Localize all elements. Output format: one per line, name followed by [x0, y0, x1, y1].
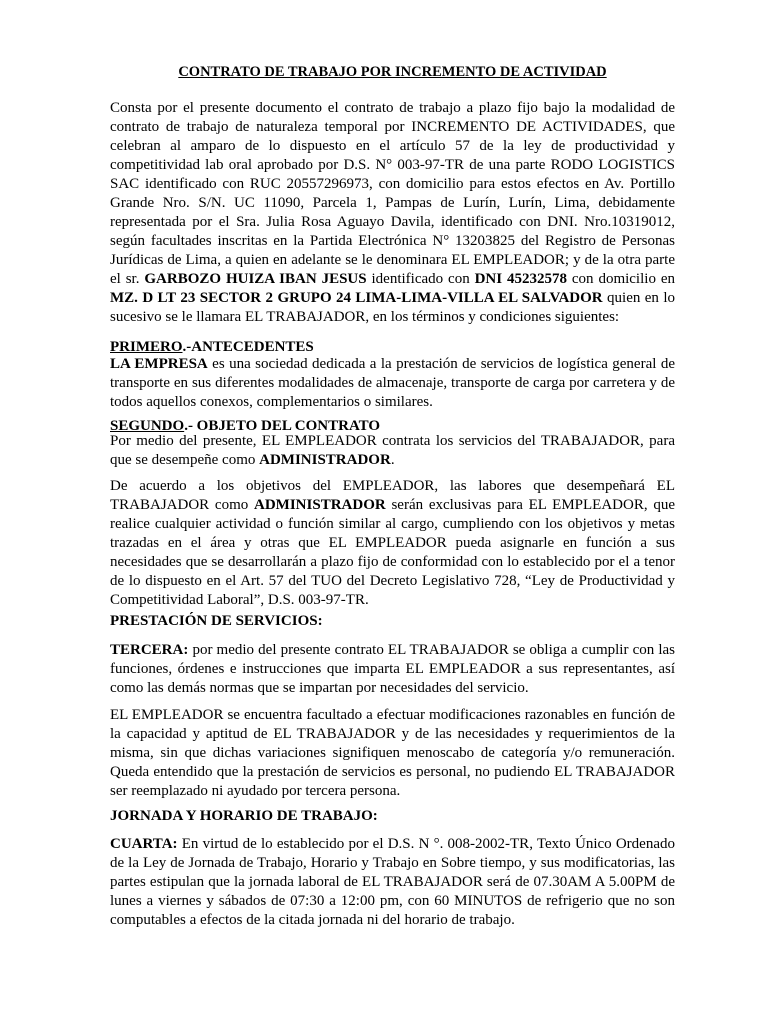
heading-rest: .-ANTECEDENTES: [182, 339, 314, 355]
cuarta-paragraph: [110, 835, 675, 930]
tercera-paragraph: [110, 641, 675, 698]
clause-lead: CUARTA:: [110, 836, 178, 852]
prestacion-paragraph-2: [110, 706, 675, 801]
heading-label: PRESTACIÓN DE SERVICIOS:: [110, 613, 323, 629]
segundo-text: serán exclusivas para EL EMPLEADOR, que realice cualquier actividad o función similar al cargo, cumpliendo con los objetivos y metas trazadas en el área y otras que EL EMPLEADOR pueda asignarle en función a sus necesidades que se desarrollarán a plazo fijo de conformidad con lo establecido por el a tenor de lo dispuesto en el Art. 57 del TUO del Decreto Legislativo 728, “Ley de Productividad y Competitividad Laboral”, D.S. 003-97-TR.: [110, 497, 675, 608]
worker-address: MZ. D LT 23 SECTOR 2 GRUPO 24 LIMA-LIMA-VILLA EL SALVADOR: [110, 290, 603, 306]
role-name: ADMINISTRADOR: [254, 497, 386, 513]
section-heading-jornada: [110, 807, 675, 826]
intro-text: identificado con: [366, 271, 475, 287]
section-heading-prestacion: [110, 612, 675, 631]
heading-label: JORNADA Y HORARIO DE TRABAJO:: [110, 808, 378, 824]
heading-rest: .- OBJETO DEL CONTRATO: [184, 418, 381, 434]
intro-paragraph: [110, 99, 675, 327]
role-name: ADMINISTRADOR: [259, 452, 391, 468]
intro-text: quien en lo sucesivo se le llamara EL TRABAJADOR, en los términos y condiciones siguientes:: [110, 290, 675, 325]
document-title: CONTRATO DE TRABAJO POR INCREMENTO DE ACTIVIDAD: [178, 64, 607, 80]
prestacion-text: EL EMPLEADOR se encuentra facultado a efectuar modificaciones razonables en función de la capacidad y aptitud de EL TRABAJADOR y de las necesidades y requerimientos de la misma, sin que dichas variaciones signifiquen menoscabo de categoría y/o remuneración. Queda entendido que la prestación de servicios es personal, no pudiendo EL TRABAJADOR ser reemplazado ni ayudado por tercera persona.: [110, 707, 675, 799]
primero-text: es una sociedad dedicada a la prestación de servicios de logística general de transporte en sus diferentes modalidades de almacenaje, transporte de carga por carretera y de todos aquellos conexos, complementarios o similares.: [110, 356, 675, 410]
intro-text: Consta por el presente documento el contrato de trabajo a plazo fijo bajo la modalidad de contrato de trabajo de naturaleza temporal por INCREMENTO DE ACTIVIDADES, que celebran al amparo de lo dispuesto en el artículo 57 de la ley de productividad y competitividad lab oral aprobado por D.S. N° 003-97-TR de una parte RODO LOGISTICS SAC identificado con RUC 20557296973, con domicilio para estos efectos en Av. Portillo Grande Nro. S/N. UC 11090, Parcela 1, Pampas de Lurín, Lurín, Lima, debidamente representada por el Sra. Julia Rosa Aguayo Davila, identificado con DNI. Nro.10319012, según facultades inscritas en la Partida Electrónica N° 13203825 del Registro de Personas Jurídicas de Lima, a quien en adelante se le denominara EL EMPLEADOR; y de la otra parte el sr.: [110, 100, 675, 287]
primero-paragraph: [110, 355, 675, 412]
segundo-text: De acuerdo a los objetivos del EMPLEADOR, las labores que desempeñará EL TRABAJADOR como: [110, 478, 675, 513]
heading-label: PRIMERO: [110, 339, 183, 355]
heading-label: SEGUNDO: [110, 418, 185, 434]
segundo-text: Por medio del presente, EL EMPLEADOR contrata los servicios del TRABAJADOR, para que se desempeñe como: [110, 433, 675, 468]
worker-name: GARBOZO HUIZA IBAN JESUS: [144, 271, 367, 287]
intro-text: con domicilio en: [567, 271, 675, 287]
segundo-paragraph-1: [110, 432, 675, 470]
segundo-text: .: [390, 452, 395, 468]
segundo-paragraph-2: [110, 477, 675, 610]
company-lead: LA EMPRESA: [110, 356, 208, 372]
tercera-text: por medio del presente contrato EL TRABAJADOR se obliga a cumplir con las funciones, órdenes e instrucciones que imparta EL EMPLEADOR a sus representantes, así como las demás normas que se impartan por necesidades del servicio.: [110, 642, 675, 696]
clause-lead: TERCERA:: [110, 642, 189, 658]
cuarta-text: En virtud de lo establecido por el D.S. N °. 008-2002-TR, Texto Único Ordenado de la Ley de Jornada de Trabajo, Horario y Trabajo en Sobre tiempo, y sus modificatorias, las partes estipulan que la jornada laboral de EL TRABAJADOR será de 07.30AM A 5.00PM de lunes a viernes y sábados de 07:30 a 12:00 pm, con 60 MINUTOS de refrigerio que no son computables a efectos de la citada jornada ni del horario de trabajo.: [110, 836, 675, 928]
worker-dni: DNI 45232578: [474, 271, 567, 287]
